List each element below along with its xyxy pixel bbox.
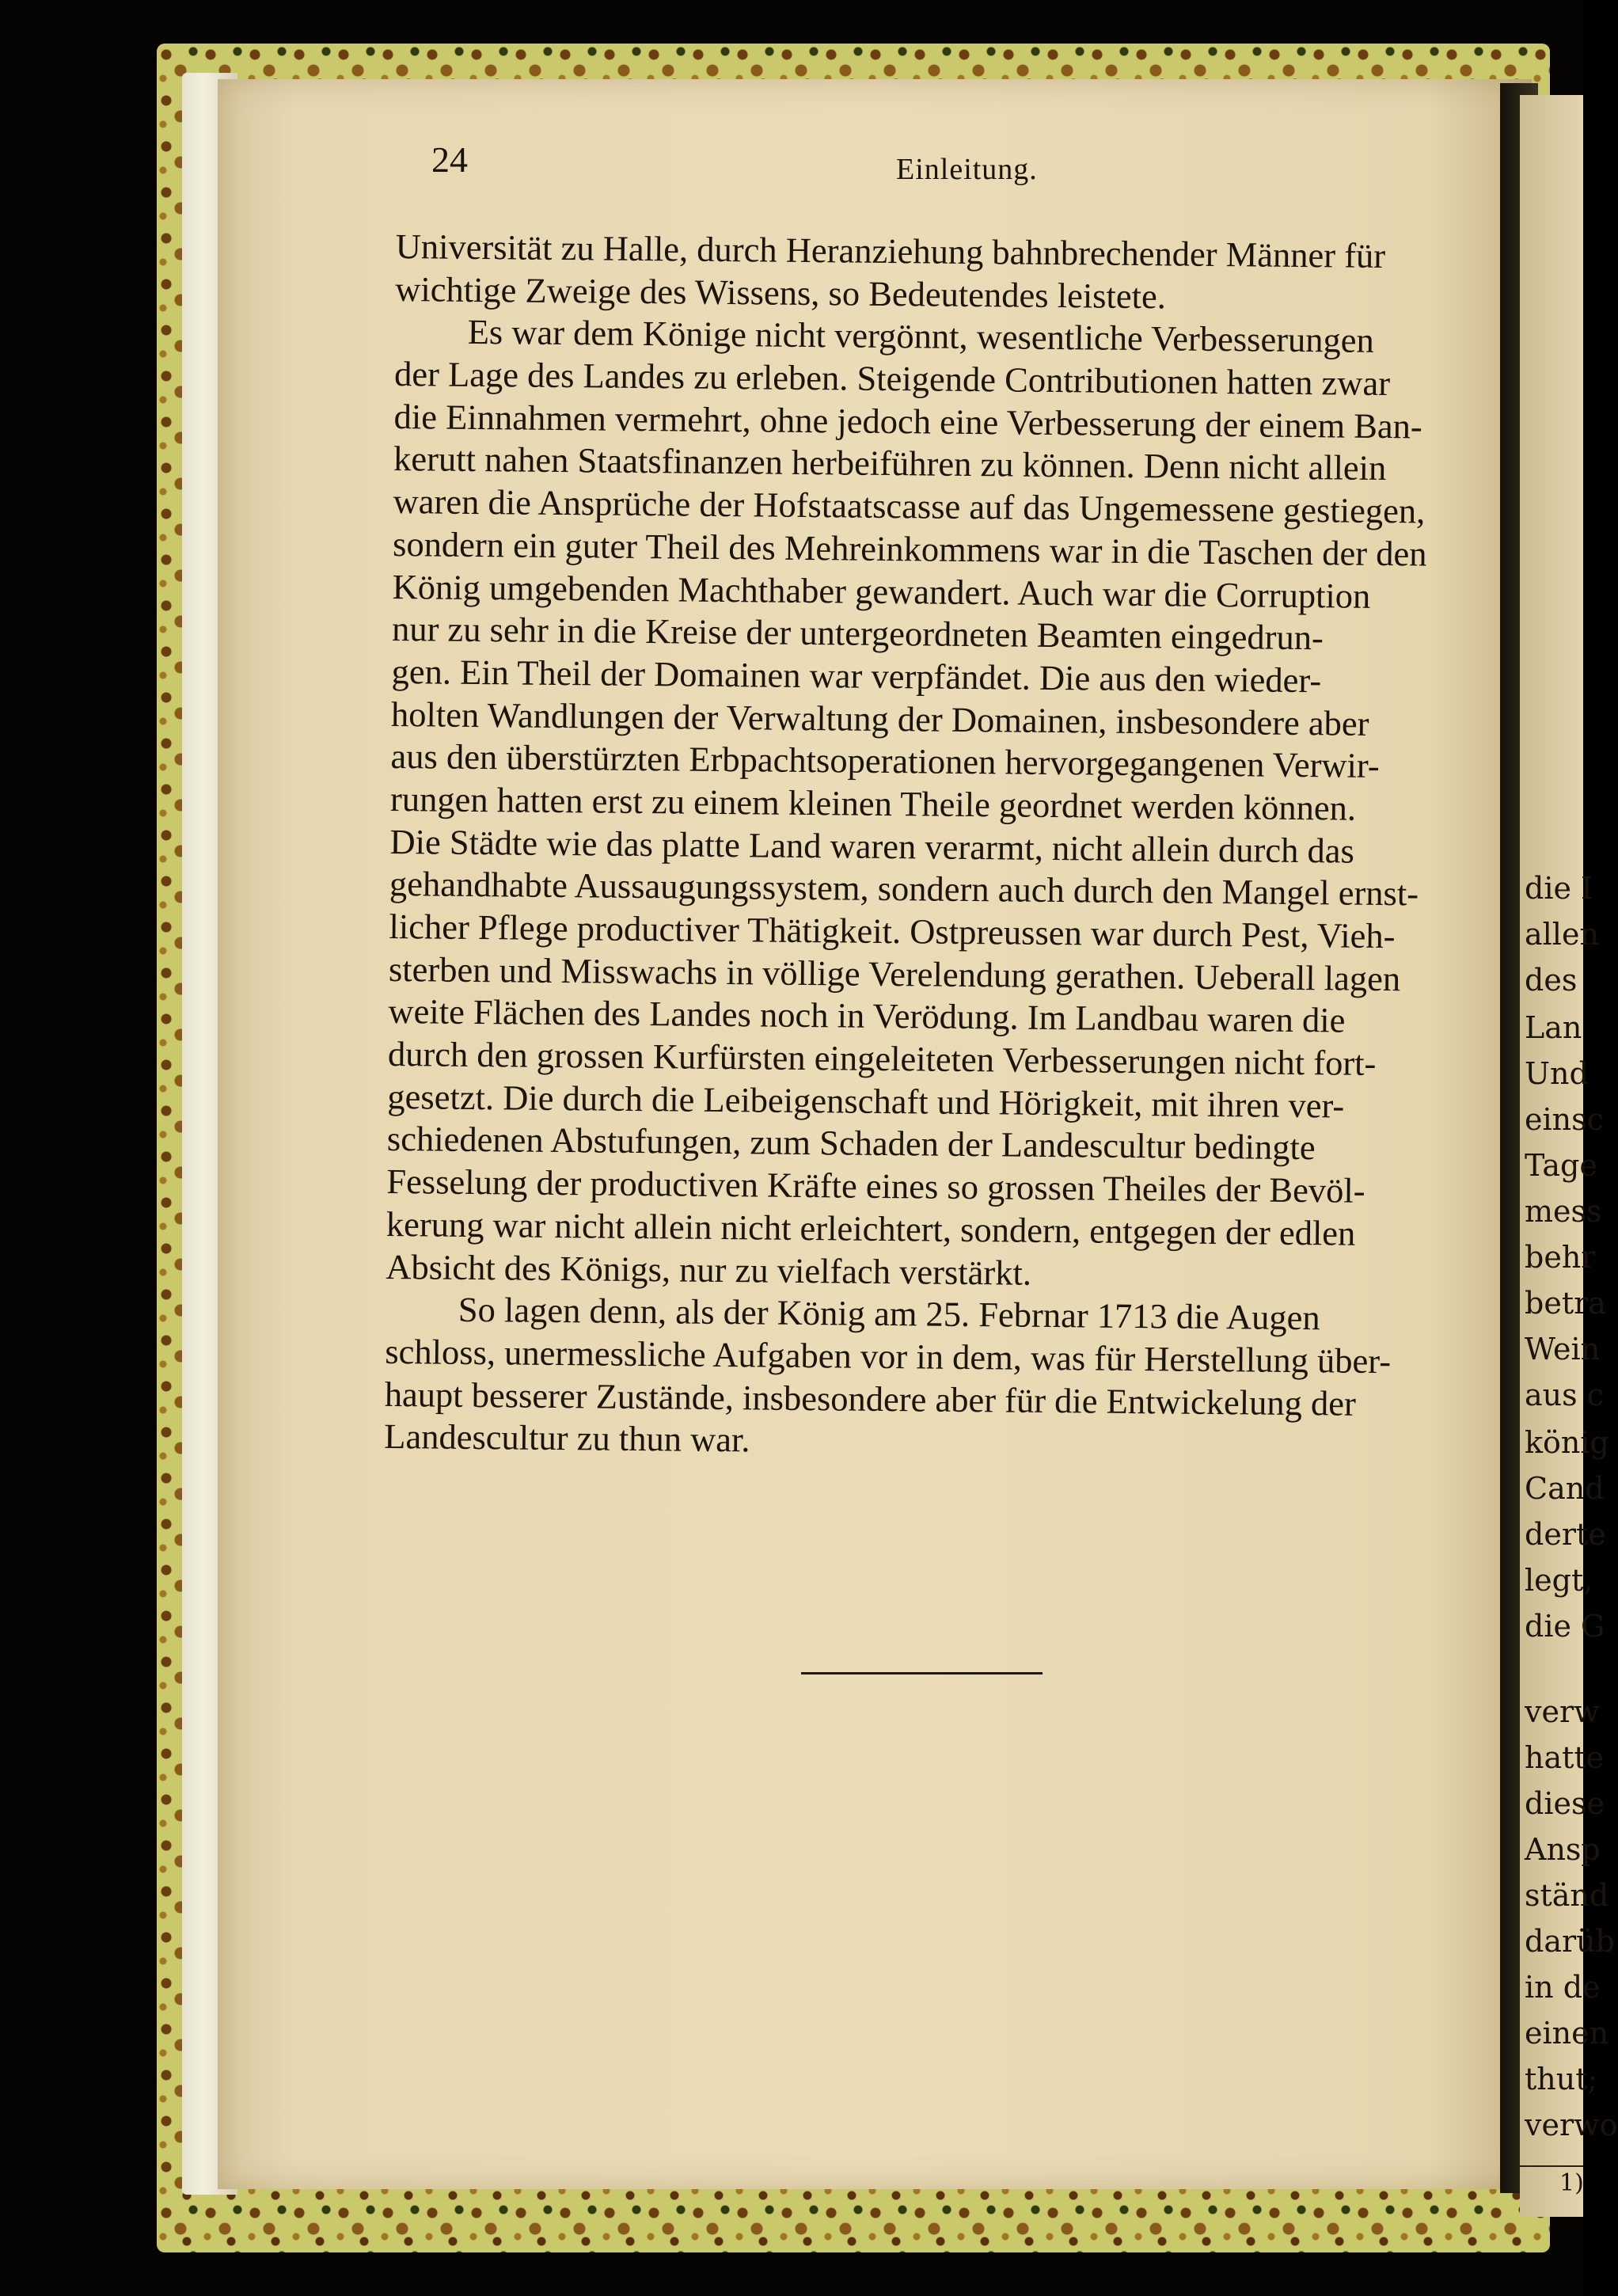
facing-page-text-fragment: in de [1525, 1970, 1601, 2005]
text-line: kerung war nicht allein nicht erleichtert, sondern, entgegen der edlen [386, 1203, 1356, 1253]
text-line: gen. Ein Theil der Domainen war verpfändet. Die aus den wieder- [391, 651, 1322, 701]
text-line: rungen hatten erst zu einem kleinen Theile geordnet werden können. [389, 778, 1357, 828]
facing-page-fragment [1520, 95, 1618, 2217]
text-line: haupt besserer Zustände, insbesondere aber für die Entwickelung der [384, 1374, 1357, 1424]
text-line: gesetzt. Die durch die Leibeigenschaft und Hörigkeit, mit ihren ver- [387, 1076, 1345, 1126]
facing-page-text-fragment: darüb [1525, 1924, 1615, 1959]
section-end-rule [801, 1672, 1043, 1674]
text-line: holten Wandlungen der Verwaltung der Domainen, insbesondere aber [390, 694, 1369, 743]
footnote-marker: 1) [1559, 2169, 1584, 2197]
text-line: der Lage des Landes zu erleben. Steigende Contributionen hatten zwar [393, 354, 1391, 404]
facing-page-text-fragment: thut; [1525, 2062, 1598, 2096]
text-line: weite Flächen des Landes noch in Verödung. Im Landbau waren die [388, 991, 1346, 1040]
facing-page-text-fragment: Lan [1525, 1010, 1582, 1045]
footnote-rule [1520, 2165, 1583, 2167]
text-line: schloss, unermessliche Aufgaben vor in dem, was für Herstellung über- [385, 1331, 1392, 1382]
facing-page-text-fragment: einsc [1525, 1102, 1604, 1137]
facing-page-text-fragment: die I [1525, 871, 1593, 906]
facing-page-text-fragment: diese [1525, 1786, 1605, 1821]
facing-page-text-fragment: derte [1525, 1517, 1606, 1552]
facing-page-text-fragment: betra [1525, 1286, 1606, 1321]
text-line: Fesselung der productiven Kräfte eines so grossen Theiles der Bevöl- [386, 1161, 1365, 1211]
text-line: durch den grossen Kurfürsten eingeleiteten Verbesserungen nicht fort- [387, 1034, 1377, 1083]
facing-page-text-fragment: hatte [1525, 1740, 1605, 1775]
text-line: Die Städte wie das platte Land waren verarmt, nicht allein durch das [389, 821, 1355, 871]
text-line: Es war dem Könige nicht vergönnt, wesentliche Verbesserungen [467, 312, 1375, 361]
facing-page-text-fragment: Und [1525, 1056, 1589, 1091]
facing-page-text-fragment: die G [1525, 1609, 1605, 1644]
facing-page-text-fragment: könig [1525, 1425, 1609, 1460]
facing-page-text-fragment: einen [1525, 2016, 1609, 2051]
page-number: 24 [431, 139, 468, 180]
facing-page-text-fragment: Tage [1525, 1148, 1597, 1183]
facing-page-text-fragment: mess [1525, 1194, 1602, 1229]
facing-page-text-fragment: legt, [1525, 1563, 1593, 1598]
text-line: die Einnahmen vermehrt, ohne jedoch eine Verbesserung der einem Ban- [393, 396, 1422, 447]
facing-page-text-fragment: Cand [1525, 1471, 1605, 1506]
facing-page-text-fragment: verw [1525, 1694, 1600, 1729]
text-line: waren die Ansprüche der Hofstaatscasse auf das Ungemessene gestiegen, [393, 481, 1426, 531]
text-line: Absicht des Königs, nur zu vielfach verstärkt. [386, 1246, 1032, 1293]
facing-page-text-fragment: des [1525, 963, 1578, 998]
text-line: Landescultur zu thun war. [384, 1416, 750, 1460]
text-line: sterben und Misswachs in völlige Verelendung gerathen. Ueberall lagen [388, 948, 1401, 998]
facing-page-text-fragment: aus c [1525, 1378, 1604, 1412]
text-line: gehandhabte Aussaugungssystem, sondern auch durch den Mangel ernst- [389, 864, 1419, 914]
text-line: kerutt nahen Staatsfinanzen herbeiführen zu können. Denn nicht allein [393, 439, 1387, 488]
text-line: So lagen denn, als der König am 25. Febrnar 1713 die Augen [458, 1290, 1320, 1338]
facing-page-text-fragment: verwo [1525, 2108, 1618, 2142]
facing-page-text-fragment: Ansp [1525, 1832, 1601, 1867]
facing-page-text-fragment: allen [1525, 917, 1599, 952]
body-text [384, 226, 1500, 1469]
text-line: wichtige Zweige des Wissens, so Bedeutendes leistete. [394, 268, 1167, 317]
text-line: Universität zu Halle, durch Heranziehung bahnbrechender Männer für [395, 226, 1386, 276]
running-head: Einleitung. [896, 153, 1038, 186]
text-line: König umgebenden Machthaber gewandert. Auch war die Corruption [392, 566, 1371, 616]
facing-page-text-fragment: behr [1525, 1240, 1596, 1275]
text-line: licher Pflege productiver Thätigkeit. Ostpreussen war durch Pest, Vieh- [389, 906, 1396, 956]
text-line: sondern ein guter Theil des Mehreinkommens war in die Taschen der den [392, 523, 1427, 574]
facing-page-text-fragment: ständ [1525, 1878, 1609, 1913]
facing-page-text-fragment: Wein [1525, 1332, 1601, 1367]
text-line: aus den überstürzten Erbpachtsoperationen hervorgegangenen Verwir- [390, 736, 1380, 786]
text-line: schiedenen Abstufungen, zum Schaden der Landescultur bedingte [386, 1119, 1316, 1168]
text-line: nur zu sehr in die Kreise der untergeordneten Beamten eingedrun- [391, 609, 1324, 658]
